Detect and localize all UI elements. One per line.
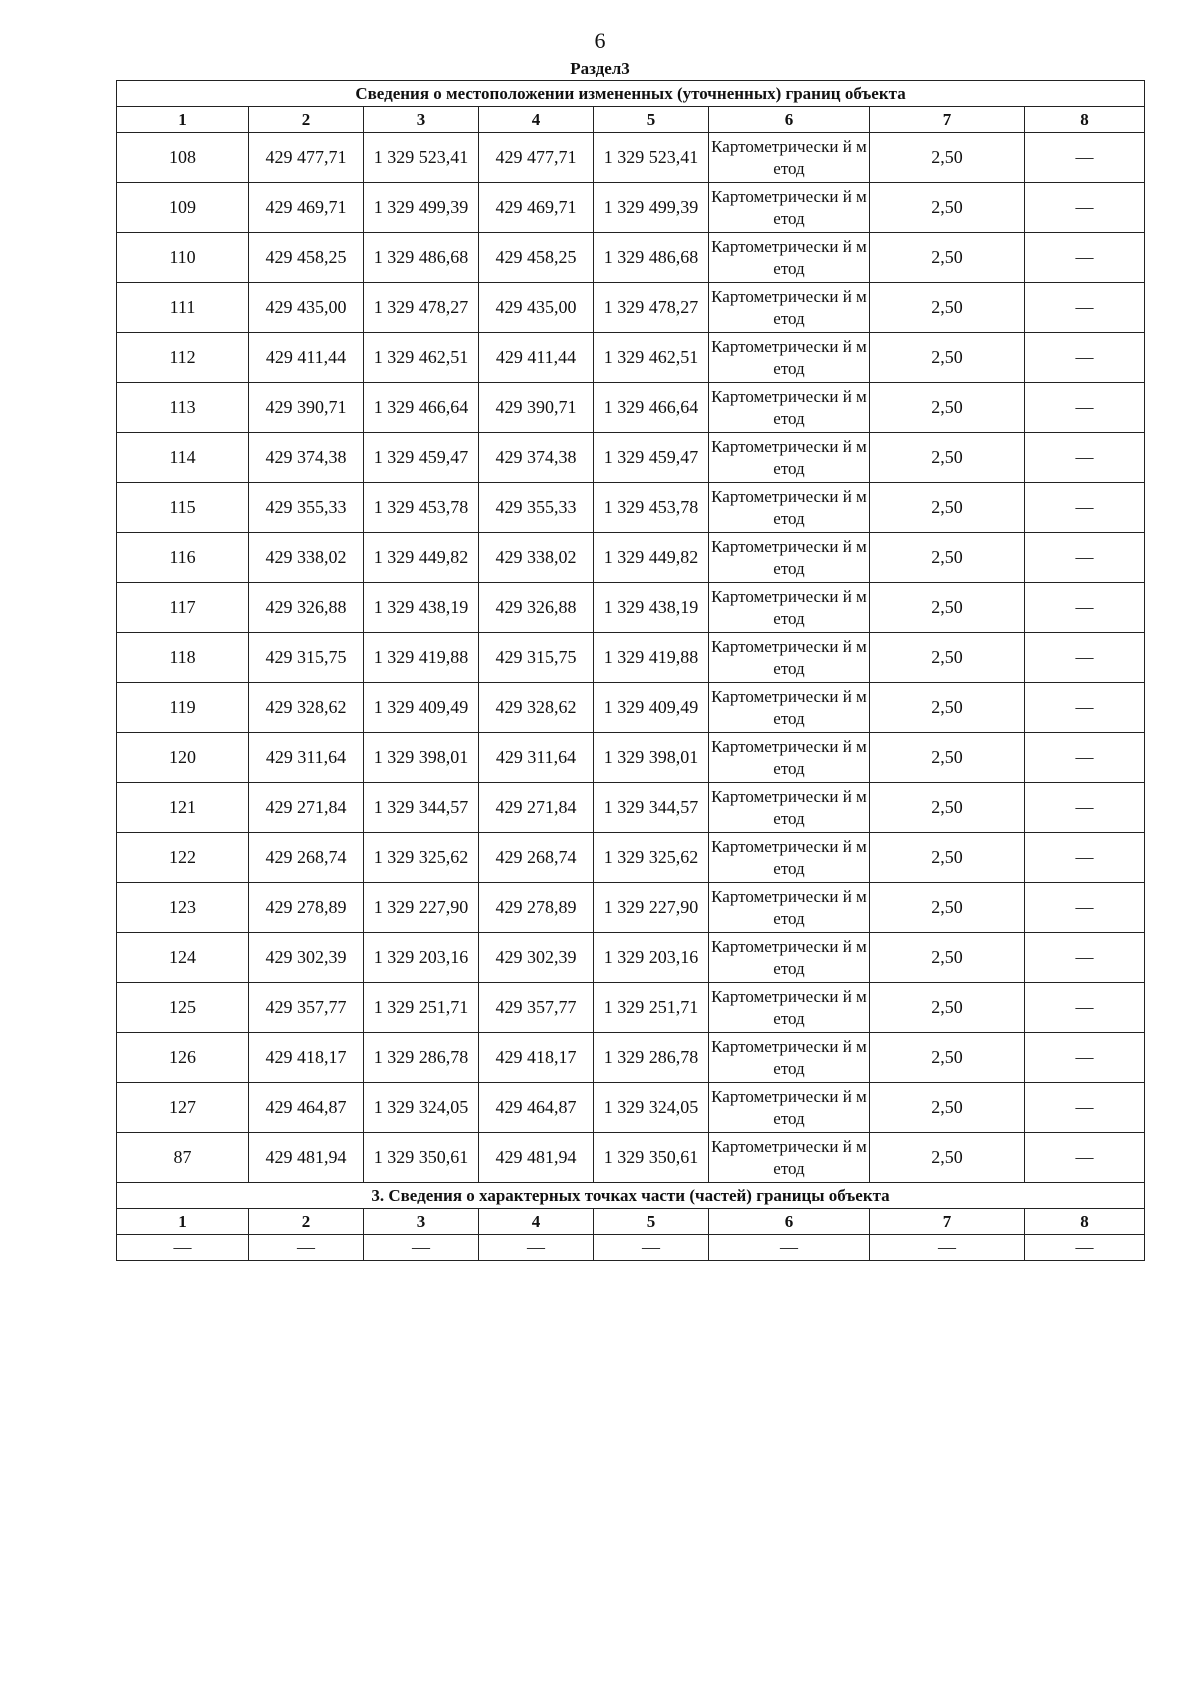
table-cell: 2,50	[870, 383, 1025, 433]
table-row	[117, 1133, 1145, 1183]
table-cell: 126	[117, 1033, 249, 1083]
table-cell: 113	[117, 383, 249, 433]
table-cell: 429 355,33	[479, 483, 594, 533]
table-cell: 429 268,74	[479, 833, 594, 883]
table-row	[117, 983, 1145, 1033]
table-cell: 119	[117, 683, 249, 733]
table-cell: 120	[117, 733, 249, 783]
table-row	[117, 433, 1145, 483]
table-cell: —	[364, 1235, 479, 1261]
table-cell: 1 329 449,82	[364, 533, 479, 583]
table-cell: 1 329 478,27	[364, 283, 479, 333]
table-cell: 429 302,39	[249, 933, 364, 983]
table-cell: —	[870, 1235, 1025, 1261]
table-cell: 109	[117, 183, 249, 233]
table-cell: 1 329 398,01	[364, 733, 479, 783]
table-cell: 1 329 325,62	[364, 833, 479, 883]
table-cell: 108	[117, 133, 249, 183]
table-cell: 1 329 325,62	[594, 833, 709, 883]
table-cell: 429 411,44	[479, 333, 594, 383]
table-cell: 1 329 286,78	[364, 1033, 479, 1083]
column-header: 1	[117, 107, 249, 133]
table-cell: —	[594, 1235, 709, 1261]
table-cell: 2,50	[870, 633, 1025, 683]
column-header: 2	[249, 107, 364, 133]
table-cell: 429 357,77	[249, 983, 364, 1033]
table-cell: 1 329 486,68	[364, 233, 479, 283]
table-cell: 2,50	[870, 683, 1025, 733]
table-row	[117, 1235, 1145, 1261]
table-cell: 1 329 499,39	[594, 183, 709, 233]
table-cell: 2,50	[870, 983, 1025, 1033]
table-cell: 121	[117, 783, 249, 833]
table-cell: 429 302,39	[479, 933, 594, 983]
table-cell: —	[1025, 1033, 1145, 1083]
table-cell: 429 271,84	[479, 783, 594, 833]
method-cell: Картометрически й метод	[709, 1133, 870, 1183]
table-cell: 429 315,75	[479, 633, 594, 683]
table2-title: 3. Сведения о характерных точках части (частей) границы объекта	[117, 1183, 1145, 1209]
table-cell: 2,50	[870, 833, 1025, 883]
column-header: 8	[1025, 1209, 1145, 1235]
table-cell: —	[1025, 833, 1145, 883]
method-cell: Картометрически й метод	[709, 633, 870, 683]
table-cell: 114	[117, 433, 249, 483]
table-cell: 1 329 466,64	[364, 383, 479, 433]
table-cell: 2,50	[870, 933, 1025, 983]
table-cell: 429 338,02	[479, 533, 594, 583]
table-cell: 429 435,00	[479, 283, 594, 333]
table-cell: —	[1025, 983, 1145, 1033]
table-cell: 117	[117, 583, 249, 633]
table-cell: 112	[117, 333, 249, 383]
column-header: 3	[364, 1209, 479, 1235]
table-cell: —	[1025, 583, 1145, 633]
table-cell: 429 458,25	[479, 233, 594, 283]
table-cell: 2,50	[870, 1083, 1025, 1133]
method-cell: Картометрически й метод	[709, 933, 870, 983]
method-cell: Картометрически й метод	[709, 683, 870, 733]
table-cell: —	[1025, 733, 1145, 783]
table-cell: 429 435,00	[249, 283, 364, 333]
table-row	[117, 783, 1145, 833]
table-cell: —	[1025, 383, 1145, 433]
table-cell: 1 329 398,01	[594, 733, 709, 783]
table-cell: 1 329 438,19	[594, 583, 709, 633]
table-cell: 2,50	[870, 283, 1025, 333]
table-cell: —	[479, 1235, 594, 1261]
table-row	[117, 283, 1145, 333]
table-cell: 429 374,38	[249, 433, 364, 483]
table-cell: 1 329 419,88	[364, 633, 479, 683]
table-cell: 125	[117, 983, 249, 1033]
table-cell: 1 329 251,71	[594, 983, 709, 1033]
table-row	[117, 733, 1145, 783]
table-cell: 111	[117, 283, 249, 333]
column-header: 6	[709, 1209, 870, 1235]
table-cell: 1 329 478,27	[594, 283, 709, 333]
table-cell: 2,50	[870, 783, 1025, 833]
table-cell: 429 390,71	[479, 383, 594, 433]
table-cell: 429 481,94	[249, 1133, 364, 1183]
table-cell: —	[1025, 1083, 1145, 1133]
table-cell: 1 329 462,51	[594, 333, 709, 383]
table-cell: 1 329 453,78	[364, 483, 479, 533]
table-cell: —	[1025, 483, 1145, 533]
table-cell: 429 477,71	[479, 133, 594, 183]
table-cell: 429 328,62	[249, 683, 364, 733]
table2-title-row	[117, 1183, 1145, 1209]
table-cell: 1 329 449,82	[594, 533, 709, 583]
table-cell: 1 329 227,90	[364, 883, 479, 933]
table-cell: 429 355,33	[249, 483, 364, 533]
table-cell: —	[1025, 433, 1145, 483]
table-cell: 1 329 466,64	[594, 383, 709, 433]
table-cell: 429 418,17	[249, 1033, 364, 1083]
method-cell: Картометрически й метод	[709, 183, 870, 233]
table-row	[117, 483, 1145, 533]
table-cell: 429 464,87	[249, 1083, 364, 1133]
method-cell: Картометрически й метод	[709, 1033, 870, 1083]
table-cell: 2,50	[870, 733, 1025, 783]
table-cell: 429 477,71	[249, 133, 364, 183]
page-number: 6	[594, 28, 606, 53]
table-row	[117, 233, 1145, 283]
table-row	[117, 383, 1145, 433]
table-cell: 124	[117, 933, 249, 983]
table-cell: 115	[117, 483, 249, 533]
table-cell: 127	[117, 1083, 249, 1133]
table-cell: 429 464,87	[479, 1083, 594, 1133]
method-cell: Картометрически й метод	[709, 583, 870, 633]
table-cell: —	[1025, 283, 1145, 333]
table-cell: 2,50	[870, 533, 1025, 583]
table-cell: 1 329 251,71	[364, 983, 479, 1033]
table-row	[117, 533, 1145, 583]
table-row	[117, 333, 1145, 383]
table-cell: —	[1025, 633, 1145, 683]
table-cell: 123	[117, 883, 249, 933]
table1-header-row	[117, 107, 1145, 133]
table-cell: 1 329 344,57	[364, 783, 479, 833]
table-cell: 429 268,74	[249, 833, 364, 883]
table-cell: 429 374,38	[479, 433, 594, 483]
table-row	[117, 633, 1145, 683]
table-cell: 2,50	[870, 483, 1025, 533]
table-cell: 429 271,84	[249, 783, 364, 833]
table-cell: 87	[117, 1133, 249, 1183]
table-cell: 1 329 344,57	[594, 783, 709, 833]
table-cell: 1 329 227,90	[594, 883, 709, 933]
table-cell: 429 315,75	[249, 633, 364, 683]
table-cell: 2,50	[870, 333, 1025, 383]
table-cell: 429 418,17	[479, 1033, 594, 1083]
table-cell: —	[1025, 933, 1145, 983]
table-cell: —	[1025, 333, 1145, 383]
table-cell: 1 329 453,78	[594, 483, 709, 533]
table-row	[117, 833, 1145, 883]
table-cell: 1 329 523,41	[364, 133, 479, 183]
method-cell: Картометрически й метод	[709, 333, 870, 383]
column-header: 3	[364, 107, 479, 133]
table-cell: 2,50	[870, 883, 1025, 933]
table-cell: —	[1025, 133, 1145, 183]
table-row	[117, 683, 1145, 733]
table-cell: 429 311,64	[249, 733, 364, 783]
table-cell: 429 481,94	[479, 1133, 594, 1183]
table-cell: 1 329 499,39	[364, 183, 479, 233]
method-cell: Картометрически й метод	[709, 833, 870, 883]
table-cell: 1 329 409,49	[594, 683, 709, 733]
table-cell: 1 329 203,16	[594, 933, 709, 983]
table-cell: —	[1025, 683, 1145, 733]
table-cell: —	[1025, 233, 1145, 283]
table-cell: 429 328,62	[479, 683, 594, 733]
method-cell: Картометрически й метод	[709, 433, 870, 483]
table-cell: —	[1025, 533, 1145, 583]
table-cell: 429 390,71	[249, 383, 364, 433]
column-header: 4	[479, 107, 594, 133]
section-label: Раздел3	[570, 59, 630, 78]
method-cell: Картометрически й метод	[709, 783, 870, 833]
table-cell: 2,50	[870, 233, 1025, 283]
table-cell: —	[117, 1235, 249, 1261]
table-cell: 429 326,88	[249, 583, 364, 633]
table-cell: 2,50	[870, 133, 1025, 183]
table-row	[117, 1033, 1145, 1083]
method-cell: Картометрически й метод	[709, 733, 870, 783]
method-cell: Картометрически й метод	[709, 383, 870, 433]
table-cell: 429 469,71	[479, 183, 594, 233]
table-row	[117, 583, 1145, 633]
table-cell: 429 469,71	[249, 183, 364, 233]
table-cell: 1 329 419,88	[594, 633, 709, 683]
table-cell: 429 411,44	[249, 333, 364, 383]
table-cell: 116	[117, 533, 249, 583]
table-cell: 1 329 459,47	[364, 433, 479, 483]
table-cell: 429 338,02	[249, 533, 364, 583]
table-cell: 1 329 462,51	[364, 333, 479, 383]
table1-title: Сведения о местоположении измененных (уточненных) границ объекта	[117, 81, 1145, 107]
table-cell: 429 326,88	[479, 583, 594, 633]
table-cell: 1 329 203,16	[364, 933, 479, 983]
table-cell: 1 329 486,68	[594, 233, 709, 283]
table1-title-row	[117, 81, 1145, 107]
table-cell: 122	[117, 833, 249, 883]
table-cell: 110	[117, 233, 249, 283]
method-cell: Картометрически й метод	[709, 883, 870, 933]
table-row	[117, 933, 1145, 983]
table-cell: 1 329 324,05	[364, 1083, 479, 1133]
method-cell: Картометрически й метод	[709, 483, 870, 533]
table-cell: 2,50	[870, 433, 1025, 483]
column-header: 5	[594, 107, 709, 133]
table-cell: 429 458,25	[249, 233, 364, 283]
table-cell: 1 329 459,47	[594, 433, 709, 483]
column-header: 1	[117, 1209, 249, 1235]
table-cell: —	[1025, 183, 1145, 233]
table-cell: 429 278,89	[249, 883, 364, 933]
table-cell: 2,50	[870, 1033, 1025, 1083]
table-cell: 1 329 286,78	[594, 1033, 709, 1083]
table-cell: 1 329 350,61	[594, 1133, 709, 1183]
column-header: 5	[594, 1209, 709, 1235]
method-cell: Картометрически й метод	[709, 133, 870, 183]
table-cell: 1 329 324,05	[594, 1083, 709, 1133]
table-cell: —	[1025, 1235, 1145, 1261]
method-cell: Картометрически й метод	[709, 983, 870, 1033]
method-cell: Картометрически й метод	[709, 233, 870, 283]
column-header: 4	[479, 1209, 594, 1235]
table-cell: 429 278,89	[479, 883, 594, 933]
method-cell: Картометрически й метод	[709, 1083, 870, 1133]
table-cell: 1 329 438,19	[364, 583, 479, 633]
table-cell: 429 357,77	[479, 983, 594, 1033]
column-header: 2	[249, 1209, 364, 1235]
table-cell: —	[1025, 783, 1145, 833]
table-row	[117, 1083, 1145, 1133]
coordinates-table	[116, 80, 1145, 1261]
table-row	[117, 183, 1145, 233]
table-cell: 1 329 523,41	[594, 133, 709, 183]
table-row	[117, 883, 1145, 933]
column-header: 8	[1025, 107, 1145, 133]
table-row	[117, 133, 1145, 183]
column-header: 7	[870, 1209, 1025, 1235]
table-cell: 2,50	[870, 1133, 1025, 1183]
table-cell: 118	[117, 633, 249, 683]
table-cell: —	[1025, 1133, 1145, 1183]
column-header: 7	[870, 107, 1025, 133]
table-cell: 2,50	[870, 183, 1025, 233]
table-cell: 429 311,64	[479, 733, 594, 783]
table-cell: —	[249, 1235, 364, 1261]
table-cell: —	[709, 1235, 870, 1261]
table-cell: 1 329 350,61	[364, 1133, 479, 1183]
method-cell: Картометрически й метод	[709, 533, 870, 583]
table-cell: 1 329 409,49	[364, 683, 479, 733]
table-cell: 2,50	[870, 583, 1025, 633]
table2-header-row	[117, 1209, 1145, 1235]
table-cell: —	[1025, 883, 1145, 933]
column-header: 6	[709, 107, 870, 133]
method-cell: Картометрически й метод	[709, 283, 870, 333]
